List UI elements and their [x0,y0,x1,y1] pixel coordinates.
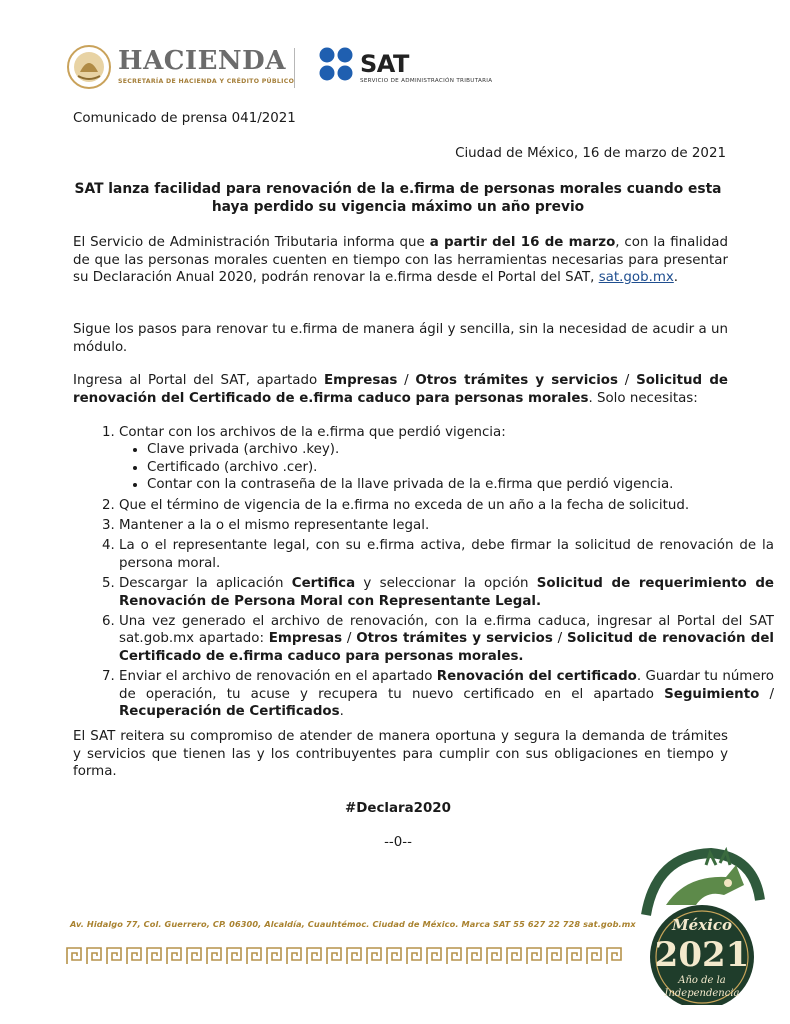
text: Enviar el archivo de renovación en el apartado [119,669,437,685]
sat-title: SAT [360,50,409,78]
badge-year-text: 2021 [654,935,750,975]
bold-text: Certifica [291,576,356,592]
document-title [73,180,723,216]
bold-text: Solicitud de renovación del Certificado de e.firma caduco para personas morales [73,373,728,406]
bold-text: Recuperación de Certificados [119,704,340,720]
bold-text: a partir del 16 de marzo [429,235,616,250]
badge-ano-text: Año de la [678,975,726,986]
list-item: 3. Mantener a la o el mismo representante legal. [119,517,774,534]
text: / [397,373,416,388]
badge-independencia-text: Independencia [664,988,740,999]
sat-logo-icon [318,46,354,82]
hacienda-subtitle: SECRETARÍA DE HACIENDA Y CRÉDITO PÚBLICO [118,78,295,85]
press-release-number: Comunicado de prensa 041/2021 [73,111,296,126]
text: . [339,704,344,720]
release-date: Ciudad de México, 16 de marzo de 2021 [455,146,726,161]
list-item: • Contar con la contraseña de la llave privada de la e.firma que perdió vigencia. [147,476,774,493]
title-line-2: haya perdido su vigencia máximo un año previo [211,199,585,215]
decorative-greca-border-icon [66,946,626,966]
hacienda-title: HACIENDA [118,46,286,76]
sat-portal-link[interactable]: sat.gob.mx [598,270,674,286]
text: / [759,686,774,702]
hashtag: #Declara2020 [345,801,451,816]
text: Contar con los archivos de la e.firma que perdió vigencia: [119,425,506,440]
mexico-coat-of-arms-icon [66,44,112,90]
text: / [342,631,357,647]
bold-text: Empresas [323,373,398,388]
text: Ingresa al Portal del SAT, apartado [73,373,324,388]
list-item [119,575,774,610]
list-item: 4. La o el representante legal, con su e.firma activa, debe firmar la solicitud de renovación de la persona moral. [119,537,774,572]
list-item: • Clave privada (archivo .key). [147,441,774,458]
footer-address: Av. Hidalgo 77, Col. Guerrero, CP. 06300, Alcaldía, Cuauhtémoc. Ciudad de México. Marca SAT 55 627 22 728 sat.gob.mx [70,919,636,929]
text: Descargar la aplicación [119,576,292,592]
paragraph-portal-path [73,372,728,407]
text: / [552,631,567,647]
list-item [119,668,774,720]
text: / [617,373,637,388]
list-item [119,424,774,494]
list-item: 2. Que el término de vigencia de la e.firma no exceda de un año a la fecha de solicitud. [119,497,774,514]
paragraph-intro [73,234,728,287]
sub-list [119,441,774,493]
text: , con la finalidad de que las personas morales cuenten en tiempo con las herramientas necesarias para presentar su Declaración Anual 2020, podrán renovar la e.firma desde el Portal del SAT, [73,235,728,286]
paragraph-steps-intro: Sigue los pasos para renovar tu e.firma de manera ágil y sencilla, sin la necesidad de acudir a un módulo. [73,322,728,355]
list-item: • Certificado (archivo .cer). [147,459,774,476]
text: y seleccionar la opción [355,576,537,592]
text: . Guardar tu número de operación, tu acuse y recupera tu nuevo certificado en el apartado [119,669,774,702]
bold-text: Otros trámites y servicios [356,631,553,647]
title-line-1: SAT lanza facilidad para renovación de la e.firma de personas morales cuando esta [74,181,722,197]
letterhead [66,40,526,96]
end-marker: --0-- [384,835,412,850]
bold-text: Seguimiento [664,686,760,702]
bold-text: Solicitud de renovación del Certificado de e.firma caduco para personas morales. [119,631,775,664]
badge-mexico-text: México [672,916,732,934]
text: . [673,270,679,286]
text: El Servicio de Administración Tributaria informa que [73,235,430,250]
text: . Solo necesitas: [588,390,698,406]
text: Una vez generado el archivo de renovación, con la e.firma caduca, ingresar al Portal del SAT sat.gob.mx apartado: [119,614,774,647]
mexico-2021-badge [636,845,766,1005]
bold-text: Renovación del certificado [436,669,637,685]
bold-text: Otros trámites y servicios [415,373,618,388]
list-item [119,613,774,665]
header-divider [294,48,295,88]
bold-text: Empresas [268,631,343,647]
paragraph-closing: El SAT reitera su compromiso de atender de manera oportuna y segura la demanda de trámites y servicios que tienen las y los contribuyentes para cumplir con sus obligaciones en tiempo y forma. [73,729,728,780]
bold-text: Solicitud de requerimiento de Renovación de Persona Moral con Representante Legal. [119,576,774,609]
steps-list [73,424,774,724]
sat-subtitle: SERVICIO DE ADMINISTRACIÓN TRIBUTARIA [360,78,493,84]
